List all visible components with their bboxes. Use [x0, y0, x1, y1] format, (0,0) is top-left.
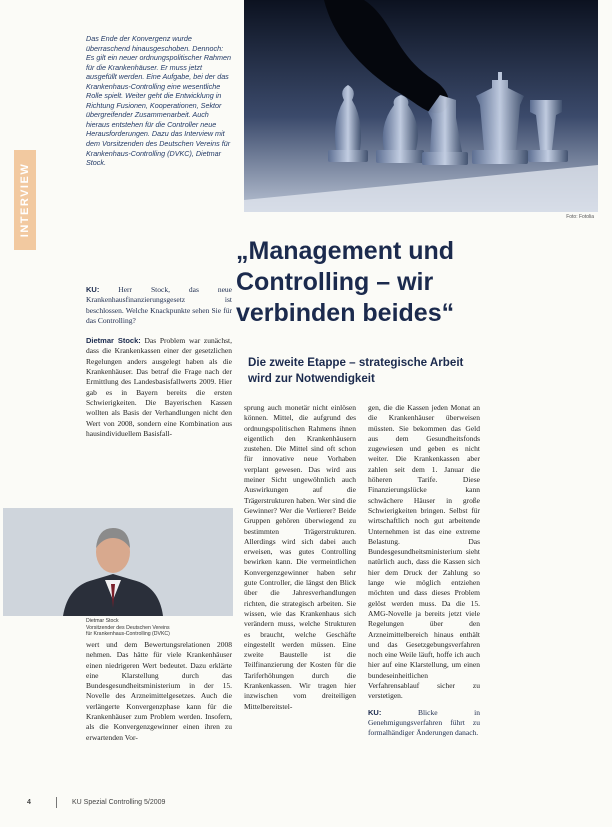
intro-text: Das Ende der Konvergenz wurde überraschend hinausgeschoben. Dennoch: Es gilt ein neuer ordnungspolitischer Rahmen für die Krankenhäuser. Er muss jetzt ausgefüllt werden. Eine Aufgabe, bei der das Krankenhaus-Controlling eine wesentliche Rolle spielt. Weiter geht die Entwicklung in Richtung Fusionen, Kooperationen, Sektor übergreifender Zusammenarbeit. Auch hieraus entstehen für die Controller neue Herausforderungen. Dazu das Interview mit dem Vorsitzenden des Deutschen Vereins für Krankenhaus-Controlling (DVKC), Dietmar Stock. — [86, 34, 232, 168]
answer-1-text: Das Problem war zunächst, dass die Krankenkassen einer der gesetzlichen Regelungen anders ausgelegt haben als die Krankenhäuser. Das betraf die Frage nach der Ermittlung des Landesbasisfallwerts 2009. Hier gab es in Bayern bereits die ersten Schwierigkeiten. Die Bayerischen Kassen wollten als Basis der Verhandlungen nicht den Wert von 2008, sondern eine Kombination aus hausindividuellem Basisfall- — [86, 336, 233, 438]
footer-divider — [56, 797, 57, 808]
portrait-photo — [3, 508, 233, 616]
portrait-illustration — [3, 508, 233, 616]
speaker-name: Dietmar Stock: — [86, 336, 141, 346]
photo-credit: Foto: Fotolia — [566, 214, 594, 220]
ku-label-2: KU: — [368, 707, 382, 717]
column-3 — [368, 403, 480, 739]
subheadline-line-2: wird zur Notwendigkeit — [248, 371, 375, 385]
question-1-text: Herr Stock, das neue Krankenhausfinanzierungsgesetz ist beschlossen. Welche Knackpunkte sehen Sie für das Controlling? — [86, 285, 232, 325]
chess-photo — [244, 0, 598, 212]
headline-line-2: Controlling – wir — [236, 268, 434, 296]
headline — [236, 236, 596, 329]
column-3-text: gen, die die Kassen jeden Monat an die Krankenhäuser überweisen müssten. Sie bekommen das Geld aus dem Gesundheitsfonds zugewiesen und geben es nicht weiter. Die Krankenkassen aber zahlen seit dem 1. Januar die höheren Tarife. Diese Finanzierungslücke kann schwächere Häuser in große Schwierigkeiten bringen. Selbst für wirtschaftlich noch gut arbeitende Unternehmen ist das eine extreme Belastung. Das Bundesgesundheitsministerium sieht natürlich auch, dass die Kassen sich hier dem Druck der Zahlung so lange wie möglich entziehen möchten und dass dieses Problem gelöst werden muss. Da die 15. AMG-Novelle ja bereits jetzt viele Regelungen über den Arzneimittelbereich hinaus enthält und das Gesetzgebungsverfahren noch eine Weile läuft, hoffe ich auch hier auf eine Klarstellung, um einen bundeseinheitlichen Verfahrensablauf sicher zu verstetigen. — [368, 403, 480, 701]
question-2 — [368, 708, 480, 739]
column-2 — [244, 403, 356, 712]
subheadline-line-1: Die zweite Etappe – strategische Arbeit — [248, 356, 464, 369]
intro-paragraph — [86, 34, 232, 168]
portrait-caption: Dietmar Stock Vorsitzender des Deutschen Vereins für Krankenhaus-Controlling (DVKC) — [86, 618, 170, 637]
page-footer — [0, 797, 612, 817]
column-1-bottom-text: wert und dem Bewertungsrelationen 2008 nehmen. Das hätte für viele Krankenhäuser einen niedrigeren Wert bedeutet. Dazu erklärte eine Klarstellung durch das Bundesgesundheitsministerium in der 15. Novelle des Arzneimittelgesetzes. Auch die verlängerte Konvergenzphase kann für die Krankenhäuser zum Problem werden. Insofern, als die Konvergenzgewinner einen ihren zu erwartenden Vor- — [86, 640, 232, 742]
column-2-text: sprung auch monetär nicht einlösen können. Mittel, die aufgrund des ordnungspolitischen Rahmens ihnen eigentlich den Krankenhäusern zustehen. Die Mittel sind oft schon für innovative neue Vorhaben verplant gewesen. Das wird aus meiner Sicht ungewöhnlich auch Auswirkungen auf die Trägerstrukturen haben. Wer sind die Gewinner? Wer die Verlierer? Beide Gruppen gehören überwiegend zu bestimmten Trägerstrukturen. Allerdings wird sich dabei auch erweisen, was gutes Controlling bewirken kann. Die vermeintlichen Konvergenzgewinner haben sehr gute Controller, die längst den Blick über die Jahresverhandlungen richten, die strategisch arbeiten. Sie wissen, wie das Krankenhaus sich verändern muss, welche Strukturen es braucht, welche Geschäfte eingestellt werden müssen. Eine zweite Baustelle ist die Teilfinanzierung der Kosten für die Tariferhöhungen durch die Krankenkassen. Wir tragen hier inzwischen vom dreiteiligen Mittelbereitstel- — [244, 403, 356, 711]
ku-label: KU: — [86, 285, 100, 294]
chess-illustration — [244, 0, 598, 212]
question-1 — [86, 285, 232, 326]
subheadline — [248, 355, 593, 386]
page-number: 4 — [27, 799, 31, 806]
headline-line-3: verbinden beides“ — [236, 299, 455, 327]
column-1-bottom — [86, 640, 232, 743]
column-1-top — [86, 285, 232, 439]
question-2-text: Blicke in Genehmigungsverfahren führt zu formalhändiger Änderungen danach. — [368, 707, 480, 738]
publication-name: KU Spezial Controlling 5/2009 — [72, 799, 166, 806]
headline-line-1: „Management und — [236, 237, 455, 265]
answer-1 — [86, 336, 232, 439]
section-label: INTERVIEW — [19, 162, 32, 238]
